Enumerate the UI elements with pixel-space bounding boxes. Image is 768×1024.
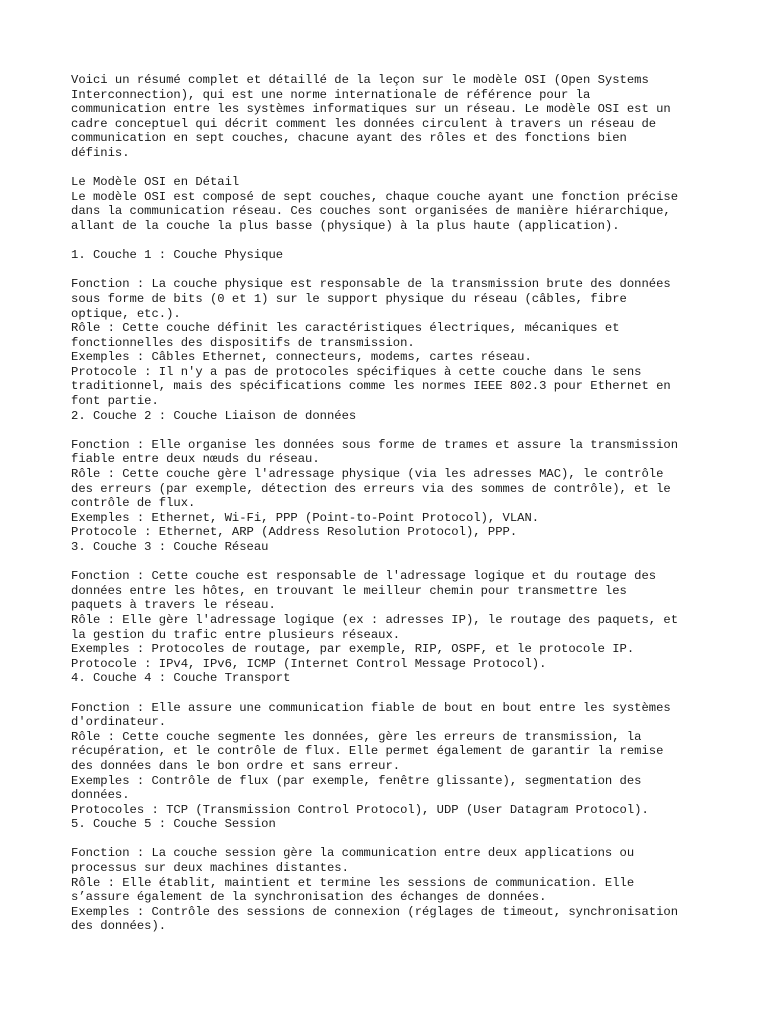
text-line: Exemples : Protocoles de routage, par exemple, RIP, OSPF, et le protocole IP. <box>71 642 635 657</box>
text-line: contrôle de flux. <box>71 496 196 511</box>
blank-line <box>71 686 711 701</box>
blank-line <box>71 423 711 438</box>
text-line: Voici un résumé complet et détaillé de la leçon sur le modèle OSI (Open Systems <box>71 73 649 87</box>
blank-line <box>71 555 711 570</box>
text-line: Protocole : Il n'y a pas de protocoles spécifiques à cette couche dans le sens <box>71 364 642 379</box>
text-line: Protocole : Ethernet, ARP (Address Resolution Protocol), PPP. <box>71 525 518 540</box>
blank-line <box>71 832 711 847</box>
text-line: traditionnel, mais des spécifications comme les normes IEEE 802.3 pour Ethernet en <box>71 379 671 394</box>
text-line: données. <box>71 788 130 803</box>
text-line: Rôle : Elle gère l'adressage logique (ex : adresses IP), le routage des paquets, et <box>71 612 679 627</box>
text-line: Rôle : Cette couche gère l'adressage physique (via les adresses MAC), le contrôle <box>71 467 664 482</box>
text-line: définis. <box>71 145 130 160</box>
text-line: sous forme de bits (0 et 1) sur le support physique du réseau (câbles, fibre <box>71 291 627 306</box>
text-line: Fonction : La couche session gère la communication entre deux applications ou <box>71 846 635 861</box>
text-line: fonctionnelles des dispositifs de transmission. <box>71 335 415 350</box>
text-line: des erreurs (par exemple, détection des erreurs via des sommes de contrôle), et le <box>71 481 671 496</box>
text-line: Rôle : Cette couche segmente les données, gère les erreurs de transmission, la <box>71 729 642 744</box>
text-line: Le modèle OSI est composé de sept couches, chaque couche ayant une fonction précise <box>71 189 679 204</box>
text-line: communication entre les systèmes informatiques sur un réseau. Le modèle OSI est un <box>71 102 671 117</box>
text-line: communication en sept couches, chacune ayant des rôles et des fonctions bien <box>71 131 627 146</box>
text-line: Exemples : Ethernet, Wi-Fi, PPP (Point-to-Point Protocol), VLAN. <box>71 510 540 525</box>
text-line: 4. Couche 4 : Couche Transport <box>71 671 291 686</box>
text-line: récupération, et le contrôle de flux. Elle permet également de garantir la remise <box>71 744 664 759</box>
text-line: processus sur deux machines distantes. <box>71 861 349 876</box>
text-line: 2. Couche 2 : Couche Liaison de données <box>71 408 357 423</box>
text-line: 1. Couche 1 : Couche Physique <box>71 248 284 263</box>
text-line: optique, etc.). <box>71 306 181 321</box>
document-body <box>71 73 711 934</box>
text-line: 5. Couche 5 : Couche Session <box>71 817 276 832</box>
text-line: Protocole : IPv4, IPv6, ICMP (Internet Control Message Protocol). <box>71 656 547 671</box>
text-line: Rôle : Cette couche définit les caractéristiques électriques, mécaniques et <box>71 321 620 336</box>
text-line: s’assure également de la synchronisation des échanges de données. <box>71 890 547 905</box>
text-line: données entre les hôtes, en trouvant le meilleur chemin pour transmettre les <box>71 583 627 598</box>
text-line: Exemples : Contrôle des sessions de connexion (réglages de timeout, synchronisation <box>71 904 679 919</box>
text-line: allant de la couche la plus basse (physique) à la plus haute (application). <box>71 218 620 233</box>
blank-line <box>71 263 711 278</box>
text-line: Exemples : Câbles Ethernet, connecteurs, modems, cartes réseau. <box>71 350 532 365</box>
text-line: 3. Couche 3 : Couche Réseau <box>71 540 269 554</box>
text-line: la gestion du trafic entre plusieurs réseaux. <box>71 627 401 642</box>
text-line: Interconnection), qui est une norme internationale de référence pour la <box>71 87 591 102</box>
text-line: des données dans le bon ordre et sans erreur. <box>71 758 401 773</box>
blank-line <box>71 234 711 249</box>
text-line: fiable entre deux nœuds du réseau. <box>71 452 320 467</box>
text-line: paquets à travers le réseau. <box>71 598 276 613</box>
text-line: Fonction : Cette couche est responsable de l'adressage logique et du routage des <box>71 569 657 584</box>
text-line: Fonction : Elle organise les données sous forme de trames et assure la transmission <box>71 437 679 452</box>
text-line: Le Modèle OSI en Détail <box>71 175 240 190</box>
text-line: dans la communication réseau. Ces couches sont organisées de manière hiérarchique, <box>71 204 671 219</box>
text-line: font partie. <box>71 394 159 409</box>
text-line: Rôle : Elle établit, maintient et termine les sessions de communication. Elle <box>71 875 635 890</box>
text-line: Fonction : Elle assure une communication fiable de bout en bout entre les systèmes <box>71 700 671 715</box>
text-line: cadre conceptuel qui décrit comment les données circulent à travers un réseau de <box>71 116 657 131</box>
text-line: Exemples : Contrôle de flux (par exemple, fenêtre glissante), segmentation des <box>71 773 642 788</box>
blank-line <box>71 161 711 176</box>
text-line: Protocoles : TCP (Transmission Control Protocol), UDP (User Datagram Protocol). <box>71 802 649 817</box>
text-line: des données). <box>71 919 167 934</box>
text-line: Fonction : La couche physique est responsable de la transmission brute des données <box>71 277 671 292</box>
text-line: d'ordinateur. <box>71 715 167 730</box>
